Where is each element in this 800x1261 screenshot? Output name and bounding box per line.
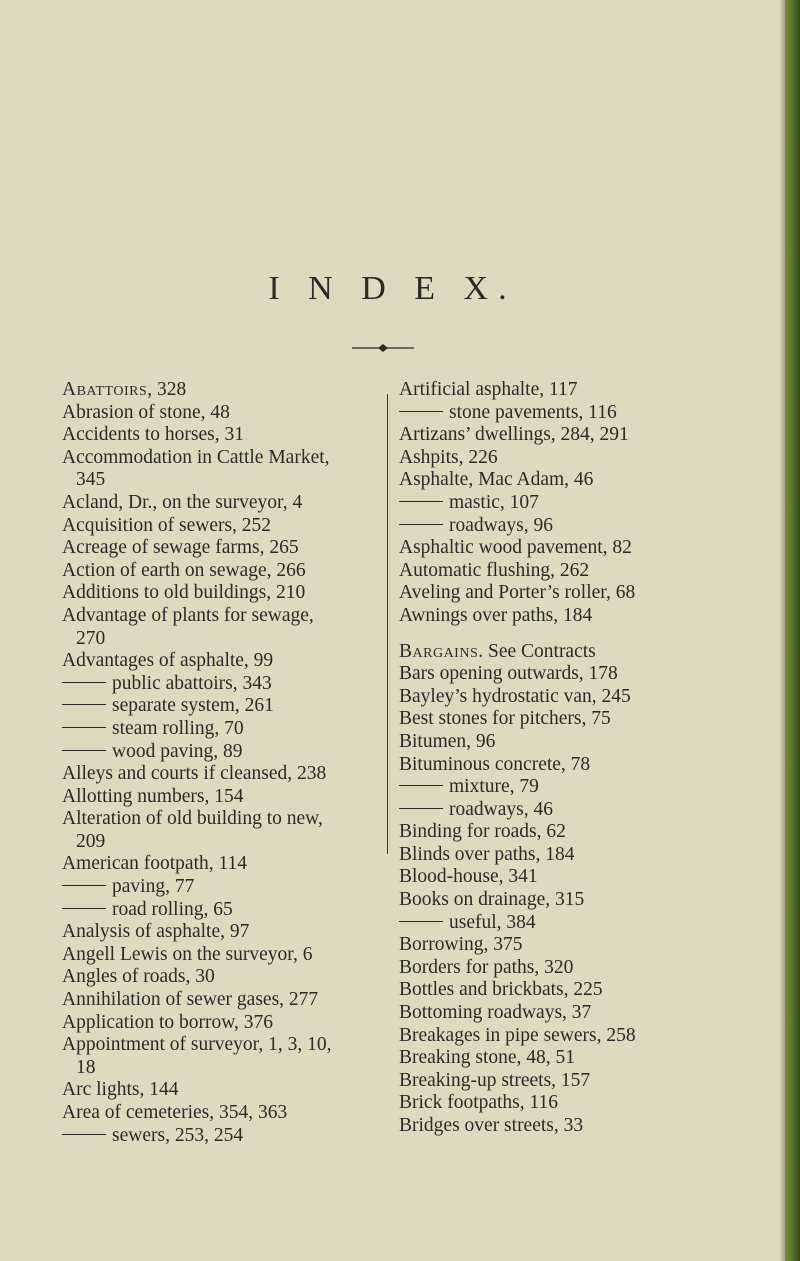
index-entry: Abrasion of stone, 48 — [62, 401, 230, 423]
index-entry: useful, 384 — [399, 912, 759, 935]
index-entry: sewers, 253, 254 — [62, 1125, 382, 1148]
index-entry: Analysis of asphalte, 97 — [62, 921, 250, 943]
index-entry: Arc lights, 144 — [62, 1079, 179, 1101]
index-entry: Bars opening outwards, 178 — [399, 663, 618, 685]
index-keyword: Abattoirs — [62, 379, 148, 400]
index-entry: Bottoming roadways, 37 — [399, 1002, 592, 1024]
index-entry: Artizans’ dwellings, 284, 291 — [399, 424, 629, 446]
index-entry: Abattoirs, 328 — [62, 379, 187, 400]
index-entry: Accommodation in Cattle Market, — [62, 446, 330, 468]
index-entry: Breaking stone, 48, 51 — [399, 1047, 576, 1069]
index-entry: American footpath, 114 — [62, 853, 248, 875]
index-entry: Action of earth on sewage, 266 — [62, 559, 306, 581]
index-entry: 18 — [76, 1056, 96, 1078]
index-entry: Bayley’s hydrostatic van, 245 — [399, 685, 631, 707]
index-entry: Best stones for pitchers, 75 — [399, 708, 611, 730]
index-entry: Acland, Dr., on the surveyor, 4 — [62, 491, 303, 513]
index-entry: Borrowing, 375 — [399, 934, 523, 956]
index-entry: Asphaltic wood pavement, 82 — [399, 537, 632, 559]
index-entry: steam rolling, 70 — [62, 718, 382, 741]
index-entry: Asphalte, Mac Adam, 46 — [399, 469, 594, 491]
index-entry: Alleys and courts if cleansed, 238 — [62, 763, 327, 785]
column-divider — [387, 394, 388, 854]
index-entry: Awnings over paths, 184 — [399, 604, 593, 626]
index-entry: Allotting numbers, 154 — [62, 785, 244, 807]
index-entry: Additions to old buildings, 210 — [62, 582, 306, 604]
index-entry: Automatic flushing, 262 — [399, 559, 590, 581]
index-entry: Accidents to horses, 31 — [62, 424, 244, 446]
index-keyword: Bargains — [399, 640, 479, 662]
index-entry: mastic, 107 — [399, 492, 759, 515]
index-entry: 209 — [76, 830, 106, 852]
index-entry: road rolling, 65 — [62, 899, 382, 922]
index-entry: Artificial asphalte, 117 — [399, 379, 578, 400]
index-column-left — [62, 379, 382, 1147]
index-column-right — [399, 379, 759, 1138]
book-spine-edge — [785, 0, 800, 1261]
divider-ornament — [352, 343, 414, 353]
index-entry: 270 — [76, 627, 106, 649]
index-entry: Bottles and brickbats, 225 — [399, 979, 603, 1001]
index-entry: Acquisition of sewers, 252 — [62, 514, 272, 536]
index-entry: wood paving, 89 — [62, 741, 382, 764]
index-entry: Ashpits, 226 — [399, 446, 498, 468]
index-entry: roadways, 46 — [399, 799, 759, 822]
index-entry: Annihilation of sewer gases, 277 — [62, 989, 319, 1011]
index-entry: Breaking-up streets, 157 — [399, 1069, 591, 1091]
index-entry: Aveling and Porter’s roller, 68 — [399, 582, 636, 604]
index-entry: Brick footpaths, 116 — [399, 1092, 559, 1114]
index-entry: Bargains. See Contracts — [399, 640, 596, 662]
index-entry: Appointment of surveyor, 1, 3, 10, — [62, 1034, 332, 1056]
index-entry: Binding for roads, 62 — [399, 821, 566, 843]
index-entry: Blood-house, 341 — [399, 866, 538, 888]
page-title: I N D E X. — [268, 270, 517, 307]
index-entry: Bitumen, 96 — [399, 730, 496, 752]
index-entry: Advantages of asphalte, 99 — [62, 650, 274, 672]
index-entry: Bituminous concrete, 78 — [399, 753, 591, 775]
index-entry: roadways, 96 — [399, 515, 759, 538]
index-entry: Application to borrow, 376 — [62, 1011, 274, 1033]
index-entry: stone pavements, 116 — [399, 402, 759, 425]
index-entry: Acreage of sewage farms, 265 — [62, 537, 299, 559]
index-entry: Area of cemeteries, 354, 363 — [62, 1102, 288, 1123]
index-entry: Angles of roads, 30 — [62, 966, 215, 988]
index-entry: Angell Lewis on the surveyor, 6 — [62, 943, 313, 965]
index-entry: separate system, 261 — [62, 695, 382, 718]
index-entry: Borders for paths, 320 — [399, 956, 574, 978]
index-entry: 345 — [76, 469, 106, 491]
index-entry: mixture, 79 — [399, 776, 759, 799]
index-entry: public abattoirs, 343 — [62, 673, 382, 696]
index-entry: Breakages in pipe sewers, 258 — [399, 1024, 636, 1046]
index-entry: Blinds over paths, 184 — [399, 843, 575, 865]
index-entry: Alteration of old building to new, — [62, 808, 323, 830]
index-entry: Bridges over streets, 33 — [399, 1115, 584, 1136]
index-entry: Books on drainage, 315 — [399, 889, 585, 911]
index-entry: Advantage of plants for sewage, — [62, 604, 314, 626]
index-entry: paving, 77 — [62, 876, 382, 899]
